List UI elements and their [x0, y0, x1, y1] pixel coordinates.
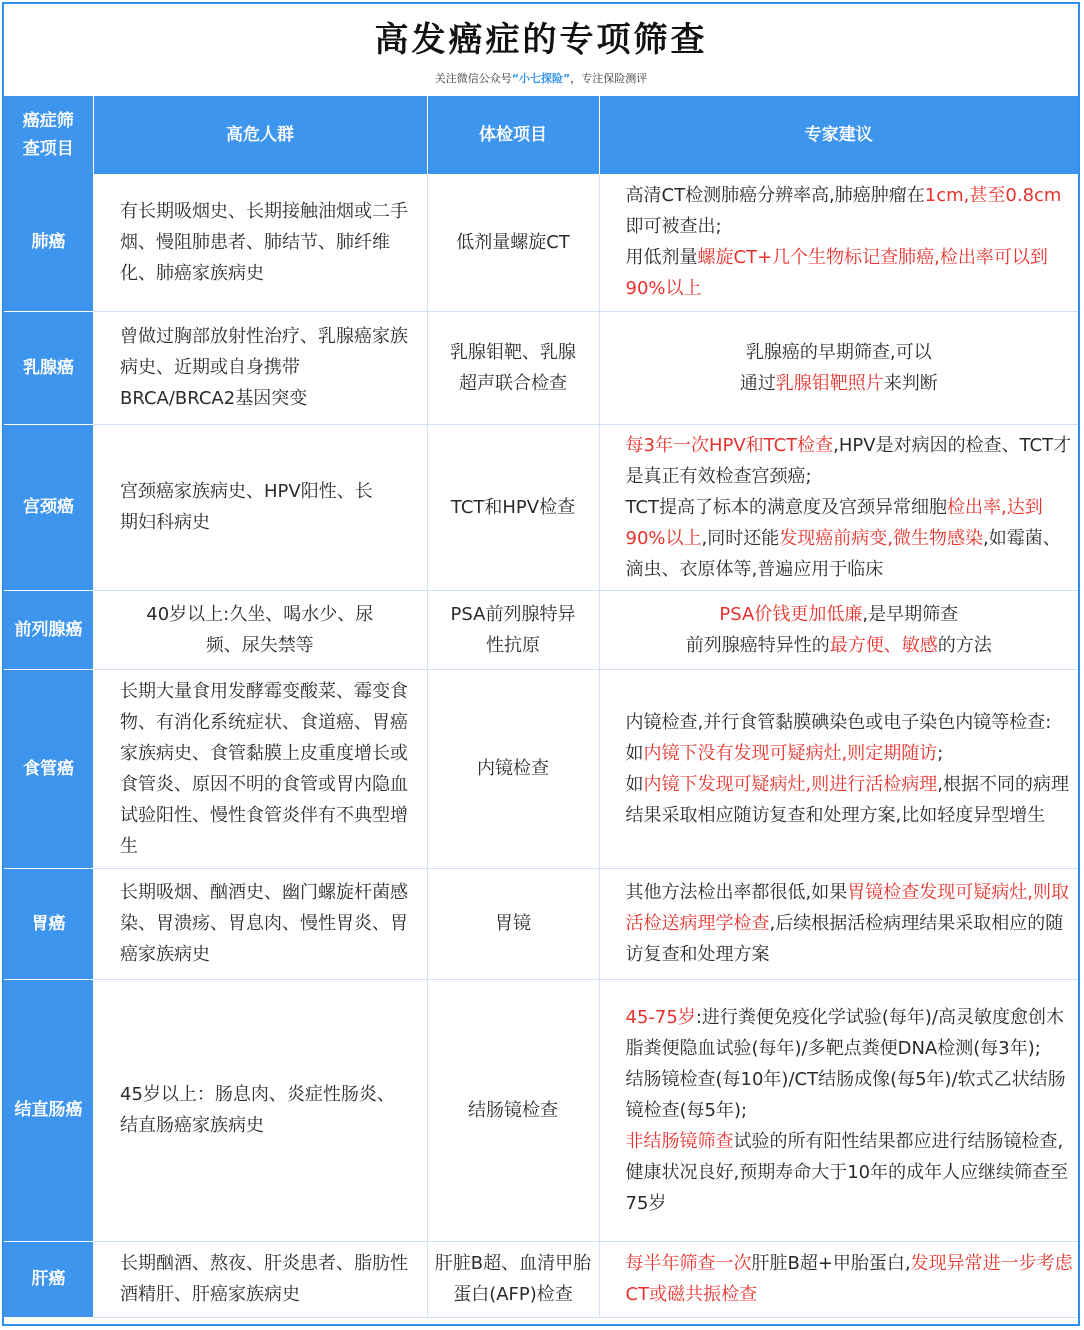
advice-highlight: 发现异常进一步考虑CT或磁共振检查 — [625, 1253, 1073, 1305]
risk-group — [93, 424, 427, 590]
expert-advice — [599, 868, 1078, 979]
advice-text: ,同时还能 — [701, 527, 780, 549]
table-row — [4, 669, 1078, 868]
subtitle — [4, 72, 1078, 86]
expert-advice — [599, 979, 1078, 1241]
cancer-name: 肺癌 — [4, 174, 93, 311]
advice-highlight: 检出率,达到90%以上 — [625, 496, 1043, 549]
risk-group-text: 宫颈癌家族病史、HPV阳性、长期妇科病史 — [120, 481, 373, 533]
cancer-name: 宫颈癌 — [4, 424, 93, 590]
header-risk: 高危人群 — [93, 96, 427, 174]
table-header-row — [4, 96, 1078, 174]
advice-text: ,根据不同的病理结果采取相应随访复查和处理方案,比如轻度异型增生 — [625, 773, 1069, 826]
advice-highlight: 每3年一次HPV和TCT检查 — [625, 434, 834, 456]
risk-group: 曾做过胸部放射性治疗、乳腺癌家族病史、近期或自身携带BRCA/BRCA2基因突变 — [93, 311, 427, 424]
expert-advice — [599, 1241, 1078, 1317]
advice-text: 通过 — [739, 372, 776, 394]
header-advice: 专家建议 — [599, 96, 1078, 174]
advice-text: 如 — [625, 742, 644, 764]
table-row — [4, 311, 1078, 424]
risk-group-text: 40岁以上:久坐、喝水少、尿频、尿失禁等 — [146, 603, 374, 656]
advice-text: 来判断 — [883, 372, 938, 394]
advice-highlight: 内镜下发现可疑病灶,则进行活检病理 — [643, 773, 938, 795]
advice-highlight: 1cm,甚至0.8cm — [924, 185, 1062, 207]
table-row — [4, 590, 1078, 669]
advice-highlight: 非结肠镜筛查 — [625, 1130, 734, 1152]
advice-highlight: 乳腺钼靶照片 — [775, 372, 884, 394]
exam-item: 低剂量螺旋CT — [427, 174, 599, 311]
risk-group: 45岁以上：肠息肉、炎症性肠炎、结直肠癌家族病史 — [93, 979, 427, 1241]
advice-text: ,HPV是对病因的检查、TCT才是真正有效检查宫颈癌; — [625, 434, 1072, 487]
advice-highlight: 螺旋CT+几个生物标记查肺癌,检出率可以到90%以上 — [625, 247, 1048, 300]
cancer-name: 食管癌 — [4, 669, 93, 868]
exam-item: 结肠镜检查 — [427, 979, 599, 1241]
advice-highlight: 45-75岁 — [625, 1006, 696, 1028]
advice-text: :进行粪便免疫化学试验(每年)/高灵敏度愈创木脂粪便隐血试验(每年)/多靶点粪便DNA检测(每3年); — [625, 1006, 1064, 1059]
advice-text: ; — [937, 742, 944, 764]
cancer-name: 乳腺癌 — [4, 311, 93, 424]
exam-item-text: 乳腺钼靶、乳腺超声联合检查 — [450, 341, 576, 394]
advice-text: 乳腺癌的早期筛查,可以 — [745, 341, 932, 363]
cancer-name: 肝癌 — [4, 1241, 93, 1317]
advice-text: 的方法 — [937, 634, 992, 656]
exam-item-text: PSA前列腺特异性抗原 — [450, 603, 576, 656]
screening-table — [4, 96, 1078, 1318]
risk-group: 长期吸烟、酗酒史、幽门螺旋杆菌感染、胃溃疡、胃息肉、慢性胃炎、胃癌家族病史 — [93, 868, 427, 979]
expert-advice — [599, 174, 1078, 311]
brand-name: “小七探险” — [511, 72, 571, 85]
exam-item — [427, 590, 599, 669]
exam-item: 内镜检查 — [427, 669, 599, 868]
exam-item: 肝脏B超、血清甲胎蛋白(AFP)检查 — [427, 1241, 599, 1317]
advice-text: 肝脏B超+甲胎蛋白, — [751, 1253, 911, 1274]
risk-group: 有长期吸烟史、长期接触油烟或二手烟、慢阻肺患者、肺结节、肺纤维化、肺癌家族病史 — [93, 174, 427, 311]
risk-group — [93, 590, 427, 669]
advice-text: 用低剂量 — [625, 247, 698, 269]
advice-text: ,是早期筛查 — [862, 603, 959, 625]
table-row — [4, 174, 1078, 311]
advice-highlight: 每半年筛查一次 — [625, 1253, 752, 1274]
cancer-name: 胃癌 — [4, 868, 93, 979]
advice-text: 高清CT检测肺癌分辨率高,肺癌肿瘤在 — [625, 185, 925, 207]
advice-highlight: PSA价钱更加低廉 — [719, 603, 863, 625]
subtitle-suffix: ，专注保险测评 — [570, 72, 648, 85]
subtitle-prefix: 关注微信公众号 — [434, 72, 512, 85]
expert-advice — [599, 669, 1078, 868]
advice-highlight: 胃镜检查发现可疑病灶,则取活检送病理学检查 — [625, 882, 1069, 934]
header-exam: 体检项目 — [427, 96, 599, 174]
table-row — [4, 868, 1078, 979]
advice-highlight: 内镜下没有发现可疑病灶,则定期随访 — [643, 742, 938, 764]
advice-text: 前列腺癌特异性的 — [685, 634, 830, 656]
header-cancer-label: 癌症筛查项目 — [22, 111, 74, 159]
risk-group: 长期酗酒、熬夜、肝炎患者、脂肪性酒精肝、肝癌家族病史 — [93, 1241, 427, 1317]
advice-text: ,后续根据活检病理结果采取相应的随访复查和处理方案 — [625, 913, 1064, 965]
screening-table-card — [2, 2, 1080, 1326]
exam-item: TCT和HPV检查 — [427, 424, 599, 590]
risk-group: 长期大量食用发酵霉变酸菜、霉变食物、有消化系统症状、食道癌、胃癌家族病史、食管黏膜上皮重度增长或食管炎、原因不明的食管或胃内隐血试验阳性、慢性食管炎伴有不典型增生 — [93, 669, 427, 868]
advice-text: TCT提高了标本的满意度及宫颈异常细胞 — [625, 496, 948, 518]
advice-text: 其他方法检出率都很低,如果 — [625, 882, 848, 903]
exam-item: 胃镜 — [427, 868, 599, 979]
table-row — [4, 979, 1078, 1241]
advice-highlight: 发现癌前病变,微生物感染 — [779, 527, 983, 549]
page-title: 高发癌症的专项筛查 — [374, 20, 708, 60]
header-section — [4, 4, 1078, 96]
table-row — [4, 424, 1078, 590]
expert-advice — [599, 311, 1078, 424]
advice-text: 如 — [625, 773, 644, 795]
advice-text: 试验的所有阳性结果都应进行结肠镜检查,健康状况良好,预期寿命大于10年的成年人应继续筛查至75岁 — [625, 1130, 1069, 1214]
exam-item — [427, 311, 599, 424]
advice-text: 内镜检查,并行食管黏膜碘染色或电子染色内镜等检查: — [625, 711, 1052, 733]
expert-advice — [599, 424, 1078, 590]
advice-text: 结肠镜检查(每10年)/CT结肠成像(每5年)/软式乙状结肠镜检查(每5年); — [625, 1068, 1066, 1121]
expert-advice — [599, 590, 1078, 669]
advice-highlight: 最方便、敏感 — [829, 634, 938, 656]
header-cancer — [4, 96, 93, 174]
cancer-name: 前列腺癌 — [4, 590, 93, 669]
advice-text: ,如霉菌、滴虫、衣原体等,普遍应用于临床 — [625, 527, 1061, 580]
advice-text: 即可被查出; — [625, 216, 722, 238]
table-row — [4, 1241, 1078, 1317]
cancer-name: 结直肠癌 — [4, 979, 93, 1241]
